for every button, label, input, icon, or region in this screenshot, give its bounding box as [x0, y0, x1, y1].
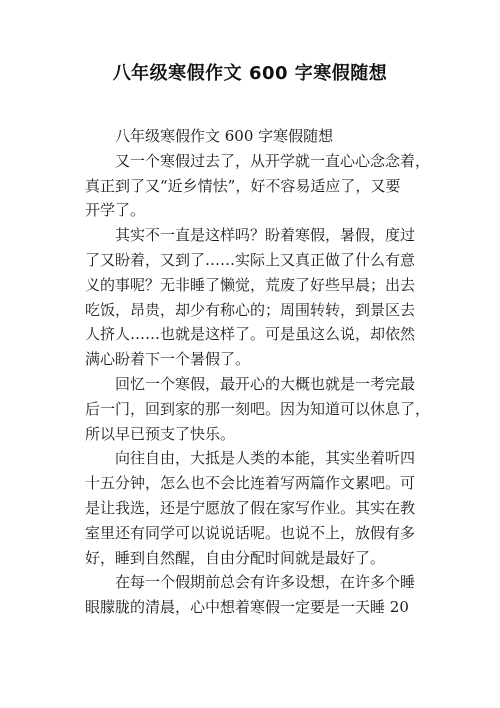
text-line: 回忆一个寒假，最开心的大概也就是一考完最: [115, 374, 416, 393]
text-line: 其实不一直是这样吗？盼着寒假，暑假，度过: [115, 226, 416, 245]
text-line: 所以早已预支了快乐。: [85, 424, 236, 443]
text-line: 在每一个假期前总会有许多设想，在许多个睡: [115, 573, 416, 592]
text-line: 十五分钟，怎么也不会比连着写两篇作文累吧。可: [85, 474, 416, 493]
text-line: 真正到了又“近乡情怯”，好不容易适应了，又要: [85, 176, 401, 195]
text-line: 开学了。: [85, 201, 146, 220]
text-line: 又一个寒假过去了，从开学就一直心心念念着，: [115, 151, 431, 170]
text-line: 眼朦胧的清晨，心中想着寒假一定要是一天睡 20: [85, 598, 409, 617]
text-line: 满心盼着下一个暑假了。: [85, 350, 251, 369]
text-line: 八年级寒假作文 600 字寒假随想: [115, 127, 334, 145]
text-line: 后一门，回到家的那一刻吧。因为知道可以休息了，: [85, 399, 431, 418]
document-title: 八年级寒假作文 600 字寒假随想: [112, 63, 388, 84]
text-line: 室里还有同学可以说说话呢。也说不上，放假有多: [85, 523, 416, 542]
document-body: [85, 124, 431, 620]
text-line: 了又盼着，又到了……实际上又真正做了什么有意: [85, 250, 416, 269]
text-line: 义的事呢？无非睡了懒觉，荒废了好些早晨；出去: [85, 275, 416, 294]
text-line: 人挤人……也就是这样了。可是虽这么说，却依然: [85, 325, 416, 344]
text-line: 好，睡到自然醒，自由分配时间就是最好了。: [85, 548, 386, 567]
text-line: 是让我选，还是宁愿放了假在家写作业。其实在教: [85, 498, 416, 517]
text-line: 向往自由，大抵是人类的本能，其实坐着听四: [115, 449, 416, 468]
text-line: 吃饭，昂贵，却少有称心的；周围转转，到景区去: [85, 300, 416, 319]
